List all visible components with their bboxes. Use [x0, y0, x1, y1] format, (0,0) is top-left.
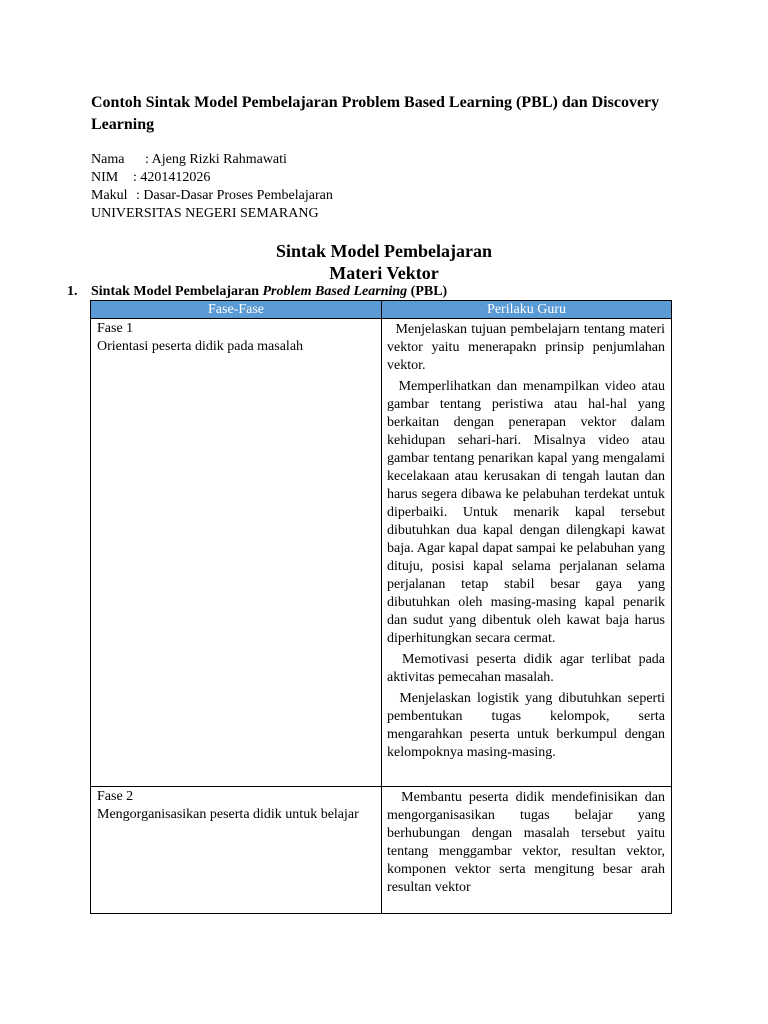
info-row-makul — [91, 187, 333, 205]
info-value: : Ajeng Rizki Rahmawati — [145, 152, 287, 167]
guru-activity: Memperlihatkan dan menampilkan video atau gambar tentang peristiwa atau hal-hal yang berkaitan dengan penerapan vektor dalam kehidupan sehari-hari. Misalnya video atau gambar tentang penarikan kapal yang mengalami kecelakaan atau kerusakan di tengah lautan dan harus segera dibawa ke pelabuhan terdekat untuk diperbaiki. Untuk menarik kapal tersebut dibutuhkan dua kapal dengan dilengkapi kawat baja. Agar kapal dapat sampai ke pelabuhan yang dituju, posisi kapal selama perjalanan selama perjalanan tetap stabil besar gaya yang dibutuhkan oleh masing-masing kapal penarik dan sudut yang dibentuk oleh kawat baja harus diperhitungkan secara cermat. — [387, 379, 665, 646]
guru-activity: Menjelaskan logistik yang dibutuhkan seperti pembentukan tugas kelompok, serta mengarahkan peserta untuk berkumpul dengan kelompoknya masing-masing. — [387, 691, 665, 760]
guru-cell — [382, 319, 672, 787]
info-label: Nama — [91, 152, 125, 167]
info-value: : Dasar-Dasar Proses Pembelajaran — [136, 188, 333, 203]
main-title-line1: Sintak Model Pembelajaran — [276, 241, 492, 261]
header-fase: Fase-Fase — [91, 301, 382, 319]
section-number: 1. — [67, 284, 78, 299]
table-row — [91, 787, 672, 914]
section-suffix: (PBL) — [407, 284, 448, 299]
fase-name: Fase 2 — [97, 789, 134, 804]
table-row — [91, 319, 672, 787]
section-prefix: Sintak Model Pembelajaran — [91, 284, 263, 299]
info-row-nim — [91, 169, 333, 187]
guru-cell — [382, 787, 672, 914]
university-name: UNIVERSITAS NEGERI SEMARANG — [91, 206, 319, 221]
main-title-line2: Materi Vektor — [329, 263, 439, 283]
info-label: Makul — [91, 188, 128, 203]
section-italic: Problem Based Learning — [262, 284, 408, 299]
document-title: Contoh Sintak Model Pembelajaran Problem Based Learning (PBL) dan Discovery Learning — [91, 94, 660, 133]
guru-activity: Membantu peserta didik mendefinisikan dan mengorganisasikan tugas belajar yang berhubungan dengan masalah tersebut yaitu tentang menggambar vektor, resultan vektor, komponen vektor serta mengitung besar arah resultan vektor — [387, 790, 666, 895]
section-heading — [67, 283, 447, 301]
fase-name: Fase 1 — [97, 321, 134, 336]
fase-description: Orientasi peserta didik pada masalah — [97, 339, 304, 354]
guru-activity: Memotivasi peserta didik agar terlibat pada aktivitas pemecahan masalah. — [387, 652, 665, 685]
guru-activity: Menjelaskan tujuan pembelajarn tentang materi vektor yaitu menerapakn prinsip penjumlahan vektor. — [387, 322, 665, 373]
header-perilaku-guru: Perilaku Guru — [382, 301, 672, 319]
info-label: NIM — [91, 170, 119, 185]
info-row-nama — [91, 151, 333, 169]
table-header-row — [91, 301, 672, 319]
author-info — [91, 151, 333, 223]
fase-description: Mengorganisasikan peserta didik untuk belajar — [97, 807, 359, 822]
info-value: : 4201412026 — [133, 170, 211, 185]
sintak-table — [90, 300, 672, 914]
fase-cell — [91, 319, 382, 787]
fase-cell — [91, 787, 382, 914]
